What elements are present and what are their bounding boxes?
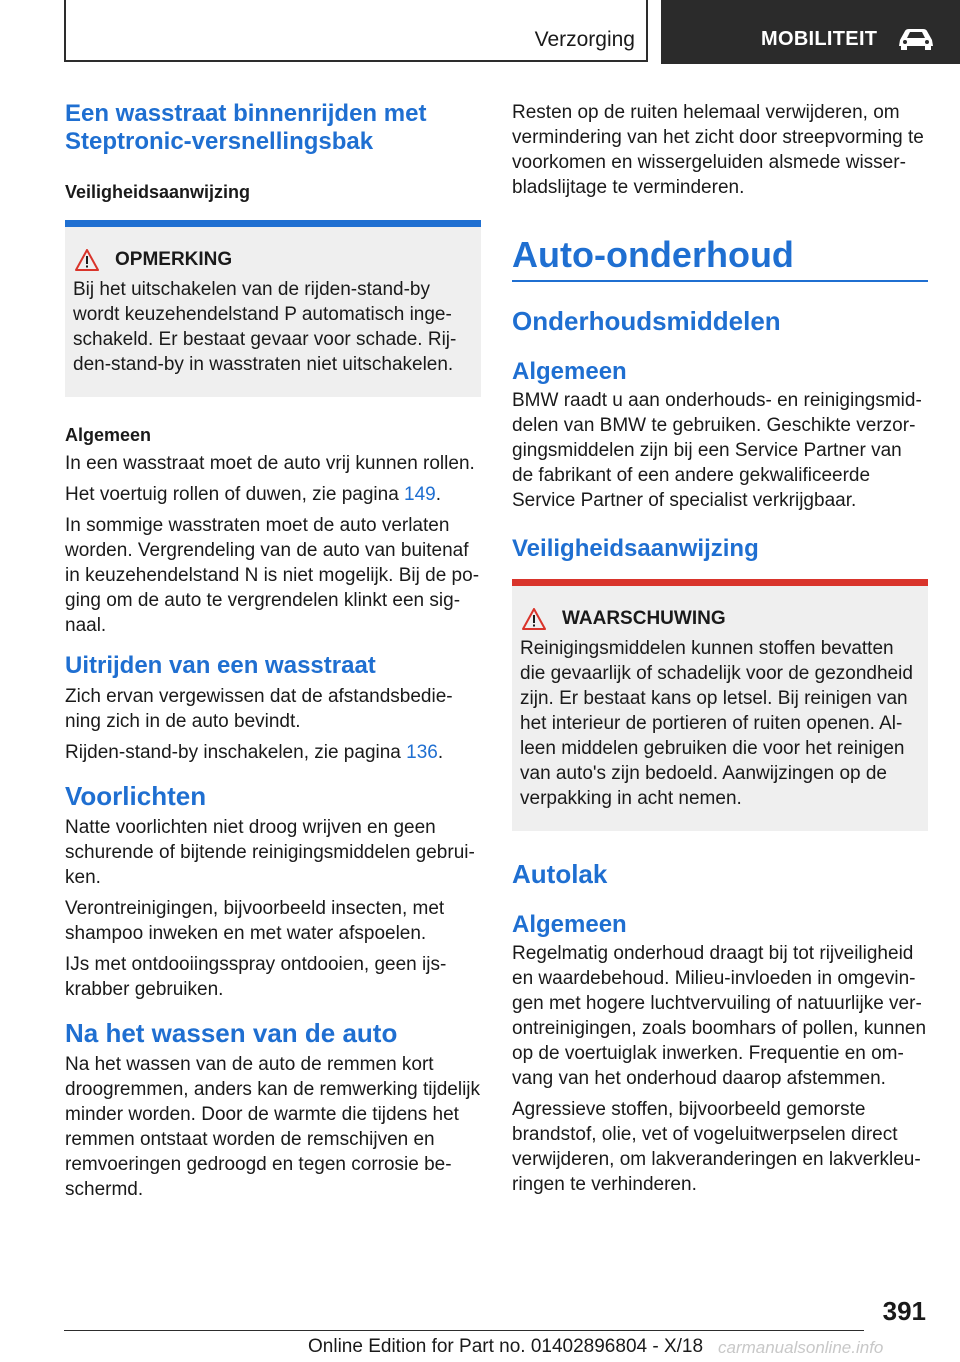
header-chapter-label: MOBILITEIT	[761, 28, 878, 50]
left-column	[65, 100, 481, 1202]
warning-title	[520, 608, 920, 630]
heading-care-products: Onderhoudsmiddelen	[512, 306, 781, 336]
heading-safety-right: Veiligheidsaanwijzing	[512, 535, 759, 562]
warning-text: Reinigingsmiddelen kunnen stoffen bevatten die gevaarlijk of schadelijk voor de gezondheid zijn. Er bestaat kans op letsel. Bij reinigen van het interieur de portieren of ruiten openen. Alleen middelen gebruiken die voor het reinigen van auto's zijn bedoeld. Aanwijzingen op de verpakking in acht nemen.	[520, 638, 913, 809]
warning-box	[512, 579, 928, 831]
heading-car-wash-steptronic: Een wasstraat binnenrijden met Steptronic-versnellingsbak	[65, 100, 427, 155]
paragraph-insects: Verontreinigingen, bijvoorbeeld insecten, met shampoo inweken en met water afspoelen.	[65, 898, 445, 944]
note-box	[65, 220, 481, 397]
heading-general-right: Algemeen	[512, 358, 627, 385]
warning-title-text: WAARSCHUWING	[562, 608, 726, 629]
paragraph-remote-control: Zich ervan vergewissen dat de afstandsbediening zich in de auto bevindt.	[65, 686, 453, 732]
paragraph-standby: Rijden-stand-by inschakelen, zie pagina 136.	[65, 742, 444, 763]
footer-divider	[64, 1330, 864, 1331]
note-text: Bij het uitschakelen van de rijden-stand-by wordt keuzehendelstand P automatisch ingeschakeld. Er bestaat gevaar voor schade. Rijden-stand-by in wasstraten niet uitschakelen.	[73, 279, 457, 375]
watermark: carmanualsonline.info	[718, 1338, 884, 1357]
footer-edition: Online Edition for Part no. 01402896804 - X/18	[308, 1336, 704, 1357]
page-link-149[interactable]: 149	[404, 484, 436, 505]
paragraph-roll-push: Het voertuig rollen of duwen, zie pagina 149.	[65, 484, 442, 505]
warning-triangle-icon	[522, 608, 546, 630]
heading-general-paint: Algemeen	[512, 911, 627, 938]
paragraph-regular-maintenance: Regelmatig onderhoud draagt bij tot rijveiligheid en waardebehoud. Milieu-invloeden in omgevingen met hogere luchtvervuiling of natuurlijke verontreinigingen, zoals boomhars of pollen, kunnen op de voertuiglak inwerken. Frequentie en omvang van het onderhoud daarop afstemmen.	[512, 943, 927, 1089]
paragraph-leave-vehicle: In sommige wasstraten moet de auto verlaten worden. Vergrendeling van de auto van buitenaf in keuzehendelstand N is niet mogelijk. Bij de poging om de auto te vergrendelen klinkt een signaal.	[65, 515, 480, 636]
note-title	[73, 249, 473, 271]
paragraph-bmw-products: BMW raadt u aan onderhouds- en reinigingsmiddelen van BMW te gebruiken. Geschikte verzorgingsmiddelen zijn bij een Service Partner van de fabrikant of een andere gekwalificeerde Service Partner of specialist verkrijgbaar.	[512, 390, 922, 511]
header-section-title: Verzorging	[534, 28, 635, 51]
heading-exit-car-wash: Uitrijden van een wasstraat	[65, 652, 376, 679]
heading-after-wash: Na het wassen van de auto	[65, 1018, 398, 1048]
header-chapter-tab	[661, 0, 960, 64]
heading-safety-left: Veiligheidsaanwijzing	[65, 182, 251, 202]
car-icon	[896, 26, 936, 52]
paragraph-aggressive-substances: Agressieve stoffen, bijvoorbeeld gemorste brandstof, olie, vet of vogeluitwerpselen direct verwijderen, om lakveranderingen en lakverkleuringen te verhinderen.	[512, 1099, 921, 1195]
paragraph-window-residue: Resten op de ruiten helemaal verwijderen, om vermindering van het zicht door streepvorming te voorkomen en wissergeluiden alsmede wisserbladslijtage te verminderen.	[512, 102, 924, 198]
paragraph-ice: IJs met ontdooiingsspray ontdooien, geen ijskrabber gebruiken.	[65, 954, 447, 1000]
caution-triangle-icon	[75, 249, 99, 271]
paragraph-standby-text: Rijden-stand-by inschakelen, zie pagina	[65, 742, 407, 763]
heading-headlights: Voorlichten	[65, 781, 207, 811]
heading-car-maintenance: Auto-onderhoud	[512, 234, 928, 282]
paragraph-headlights-wet: Natte voorlichten niet droog wrijven en geen schurende of bijtende reinigingsmiddelen gebruiken.	[65, 817, 475, 888]
paragraph-roll-push-text: Het voertuig rollen of duwen, zie pagina	[65, 484, 405, 505]
page-link-136[interactable]: 136	[406, 742, 438, 763]
heading-paintwork: Autolak	[512, 859, 608, 889]
heading-general-left: Algemeen	[65, 425, 152, 445]
paragraph-roll-freely: In een wasstraat moet de auto vrij kunnen rollen.	[65, 453, 475, 474]
page-number: 391	[882, 1296, 926, 1326]
paragraph-brakes: Na het wassen van de auto de remmen kort droogremmen, anders kan de remwerking tijdelijk minder worden. Door de warmte die tijdens het remmen ontstaat worden de remschijven en remvoeringen gedroogd en tegen corrosie beschermd.	[65, 1054, 481, 1200]
note-title-text: OPMERKING	[115, 249, 233, 270]
right-column	[512, 100, 928, 1197]
